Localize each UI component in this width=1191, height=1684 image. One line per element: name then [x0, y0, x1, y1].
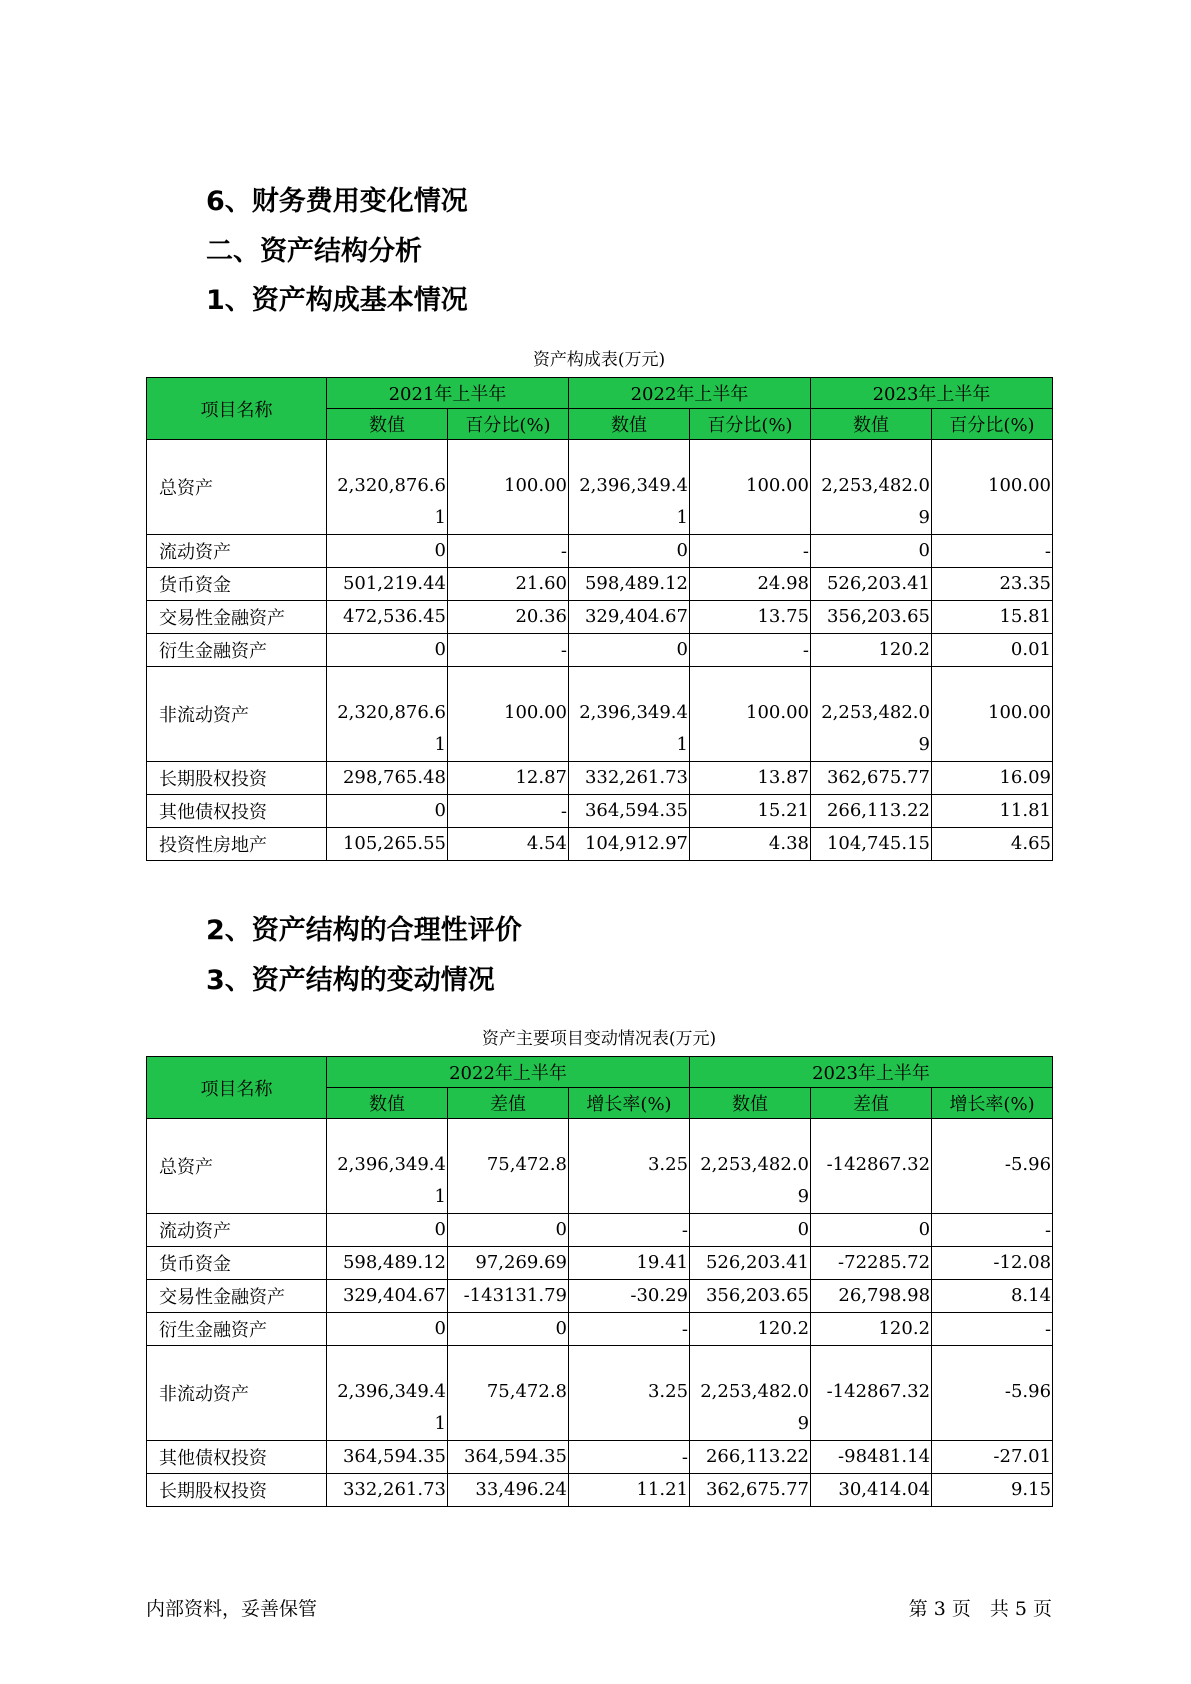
cell-value: 2,253,482.09: [690, 1119, 811, 1214]
cell-value: 100.00: [448, 667, 569, 762]
cell-value: 364,594.35: [448, 1441, 569, 1474]
cell-value: 0: [327, 1214, 448, 1247]
footer-confidential-note: 内部资料，妥善保管: [146, 1598, 318, 1620]
cell-value: 0: [327, 795, 448, 828]
cell-value: 15.81: [932, 601, 1053, 634]
cell-value: 11.81: [932, 795, 1053, 828]
header-metric: 数值: [690, 1088, 811, 1119]
cell-value: 2,253,482.09: [690, 1346, 811, 1441]
heading-structure-evaluation: 2、资产结构的合理性评价: [206, 915, 522, 946]
cell-value: -27.01: [932, 1441, 1053, 1474]
table-row: [147, 1474, 1053, 1507]
heading-asset-structure: 二、资产结构分析: [206, 236, 422, 267]
cell-value: 2,320,876.61: [327, 667, 448, 762]
cell-value: 75,472.8: [448, 1119, 569, 1214]
asset-composition-table: [146, 377, 1053, 861]
table-row: [147, 634, 1053, 667]
cell-value: 526,203.41: [690, 1247, 811, 1280]
cell-value: 0: [811, 1214, 932, 1247]
header-row-periods: [147, 1057, 1053, 1088]
header-metric: 百分比(%): [690, 409, 811, 440]
row-label: 流动资产: [147, 1214, 327, 1247]
cell-value: 2,396,349.41: [327, 1119, 448, 1214]
header-period: 2023年上半年: [811, 378, 1053, 409]
table1-caption: 资产构成表(万元): [532, 350, 666, 370]
cell-value: -12.08: [932, 1247, 1053, 1280]
cell-value: 2,396,349.41: [569, 440, 690, 535]
cell-value: 0: [569, 535, 690, 568]
cell-value: 9.15: [932, 1474, 1053, 1507]
cell-value: 0: [811, 535, 932, 568]
cell-value: 120.2: [811, 634, 932, 667]
cell-value: -: [569, 1313, 690, 1346]
cell-value: -: [690, 634, 811, 667]
cell-value: -: [448, 795, 569, 828]
heading-structure-changes: 3、资产结构的变动情况: [206, 965, 495, 996]
header-metric: 数值: [811, 409, 932, 440]
row-label: 其他债权投资: [147, 1441, 327, 1474]
cell-value: 15.21: [690, 795, 811, 828]
cell-value: 362,675.77: [811, 762, 932, 795]
cell-value: -142867.32: [811, 1346, 932, 1441]
table-row: [147, 1280, 1053, 1313]
cell-value: 598,489.12: [327, 1247, 448, 1280]
header-metric: 百分比(%): [932, 409, 1053, 440]
cell-value: 3.25: [569, 1346, 690, 1441]
cell-value: 97,269.69: [448, 1247, 569, 1280]
cell-value: 2,320,876.61: [327, 440, 448, 535]
cell-value: 329,404.67: [327, 1280, 448, 1313]
header-item-name: 项目名称: [147, 378, 327, 440]
row-label: 总资产: [147, 440, 327, 535]
cell-value: 120.2: [690, 1313, 811, 1346]
cell-value: 23.35: [932, 568, 1053, 601]
row-label: 货币资金: [147, 568, 327, 601]
cell-value: 2,253,482.09: [811, 667, 932, 762]
cell-value: 526,203.41: [811, 568, 932, 601]
row-label: 流动资产: [147, 535, 327, 568]
header-period: 2022年上半年: [569, 378, 811, 409]
footer-page-number: 第 3 页 共 5 页: [908, 1598, 1052, 1620]
cell-value: -5.96: [932, 1346, 1053, 1441]
cell-value: 3.25: [569, 1119, 690, 1214]
cell-value: -: [932, 1214, 1053, 1247]
cell-value: 2,396,349.41: [569, 667, 690, 762]
cell-value: 598,489.12: [569, 568, 690, 601]
cell-value: 21.60: [448, 568, 569, 601]
row-label: 非流动资产: [147, 667, 327, 762]
cell-value: -142867.32: [811, 1119, 932, 1214]
header-period: 2023年上半年: [690, 1057, 1053, 1088]
cell-value: 472,536.45: [327, 601, 448, 634]
cell-value: 8.14: [932, 1280, 1053, 1313]
table-row: [147, 828, 1053, 861]
cell-value: -30.29: [569, 1280, 690, 1313]
row-label: 货币资金: [147, 1247, 327, 1280]
header-period: 2022年上半年: [327, 1057, 690, 1088]
table2-caption: 资产主要项目变动情况表(万元): [481, 1029, 717, 1049]
cell-value: 0.01: [932, 634, 1053, 667]
cell-value: 2,253,482.09: [811, 440, 932, 535]
cell-value: -72285.72: [811, 1247, 932, 1280]
table-row: [147, 440, 1053, 535]
cell-value: 0: [327, 1313, 448, 1346]
cell-value: 30,414.04: [811, 1474, 932, 1507]
cell-value: 33,496.24: [448, 1474, 569, 1507]
cell-value: 4.38: [690, 828, 811, 861]
cell-value: 100.00: [932, 667, 1053, 762]
cell-value: 0: [327, 535, 448, 568]
row-label: 总资产: [147, 1119, 327, 1214]
cell-value: -: [569, 1214, 690, 1247]
cell-value: 501,219.44: [327, 568, 448, 601]
table-row: [147, 1119, 1053, 1214]
cell-value: 2,396,349.41: [327, 1346, 448, 1441]
row-label: 交易性金融资产: [147, 601, 327, 634]
heading-financial-expense: 6、财务费用变化情况: [206, 186, 468, 217]
cell-value: 20.36: [448, 601, 569, 634]
table-row: [147, 601, 1053, 634]
header-row-periods: [147, 378, 1053, 409]
header-item-name: 项目名称: [147, 1057, 327, 1119]
table-row: [147, 795, 1053, 828]
header-period: 2021年上半年: [327, 378, 569, 409]
cell-value: 120.2: [811, 1313, 932, 1346]
header-metric: 差值: [811, 1088, 932, 1119]
cell-value: 24.98: [690, 568, 811, 601]
cell-value: 0: [448, 1313, 569, 1346]
table-row: [147, 568, 1053, 601]
table-row: [147, 667, 1053, 762]
cell-value: -: [569, 1441, 690, 1474]
cell-value: 13.87: [690, 762, 811, 795]
row-label: 长期股权投资: [147, 762, 327, 795]
cell-value: 0: [448, 1214, 569, 1247]
cell-value: 19.41: [569, 1247, 690, 1280]
cell-value: 75,472.8: [448, 1346, 569, 1441]
row-label: 投资性房地产: [147, 828, 327, 861]
cell-value: -: [690, 535, 811, 568]
cell-value: 332,261.73: [327, 1474, 448, 1507]
cell-value: 100.00: [690, 440, 811, 535]
cell-value: 364,594.35: [569, 795, 690, 828]
row-label: 衍生金融资产: [147, 634, 327, 667]
cell-value: -: [448, 634, 569, 667]
cell-value: 0: [690, 1214, 811, 1247]
cell-value: 105,265.55: [327, 828, 448, 861]
cell-value: -5.96: [932, 1119, 1053, 1214]
cell-value: 266,113.22: [690, 1441, 811, 1474]
asset-change-table: [146, 1056, 1053, 1507]
table-row: [147, 1214, 1053, 1247]
cell-value: 104,745.15: [811, 828, 932, 861]
cell-value: -: [932, 1313, 1053, 1346]
cell-value: 4.65: [932, 828, 1053, 861]
row-label: 长期股权投资: [147, 1474, 327, 1507]
cell-value: 364,594.35: [327, 1441, 448, 1474]
cell-value: 12.87: [448, 762, 569, 795]
cell-value: 266,113.22: [811, 795, 932, 828]
cell-value: 332,261.73: [569, 762, 690, 795]
cell-value: 356,203.65: [811, 601, 932, 634]
header-metric: 差值: [448, 1088, 569, 1119]
cell-value: 100.00: [690, 667, 811, 762]
cell-value: 329,404.67: [569, 601, 690, 634]
cell-value: 298,765.48: [327, 762, 448, 795]
header-metric: 百分比(%): [448, 409, 569, 440]
cell-value: 100.00: [932, 440, 1053, 535]
row-label: 衍生金融资产: [147, 1313, 327, 1346]
cell-value: 104,912.97: [569, 828, 690, 861]
header-metric: 数值: [569, 409, 690, 440]
cell-value: 4.54: [448, 828, 569, 861]
cell-value: 13.75: [690, 601, 811, 634]
header-metric: 数值: [327, 409, 448, 440]
table-row: [147, 1346, 1053, 1441]
row-label: 其他债权投资: [147, 795, 327, 828]
header-metric: 增长率(%): [932, 1088, 1053, 1119]
cell-value: 0: [327, 634, 448, 667]
table-row: [147, 535, 1053, 568]
cell-value: -: [932, 535, 1053, 568]
table-row: [147, 1247, 1053, 1280]
cell-value: -143131.79: [448, 1280, 569, 1313]
row-label: 非流动资产: [147, 1346, 327, 1441]
cell-value: 26,798.98: [811, 1280, 932, 1313]
cell-value: -98481.14: [811, 1441, 932, 1474]
table-row: [147, 762, 1053, 795]
cell-value: 11.21: [569, 1474, 690, 1507]
heading-asset-composition: 1、资产构成基本情况: [206, 285, 468, 316]
cell-value: 100.00: [448, 440, 569, 535]
cell-value: 16.09: [932, 762, 1053, 795]
cell-value: 0: [569, 634, 690, 667]
cell-value: 356,203.65: [690, 1280, 811, 1313]
header-metric: 增长率(%): [569, 1088, 690, 1119]
row-label: 交易性金融资产: [147, 1280, 327, 1313]
cell-value: 362,675.77: [690, 1474, 811, 1507]
header-metric: 数值: [327, 1088, 448, 1119]
table-row: [147, 1441, 1053, 1474]
cell-value: -: [448, 535, 569, 568]
table-row: [147, 1313, 1053, 1346]
